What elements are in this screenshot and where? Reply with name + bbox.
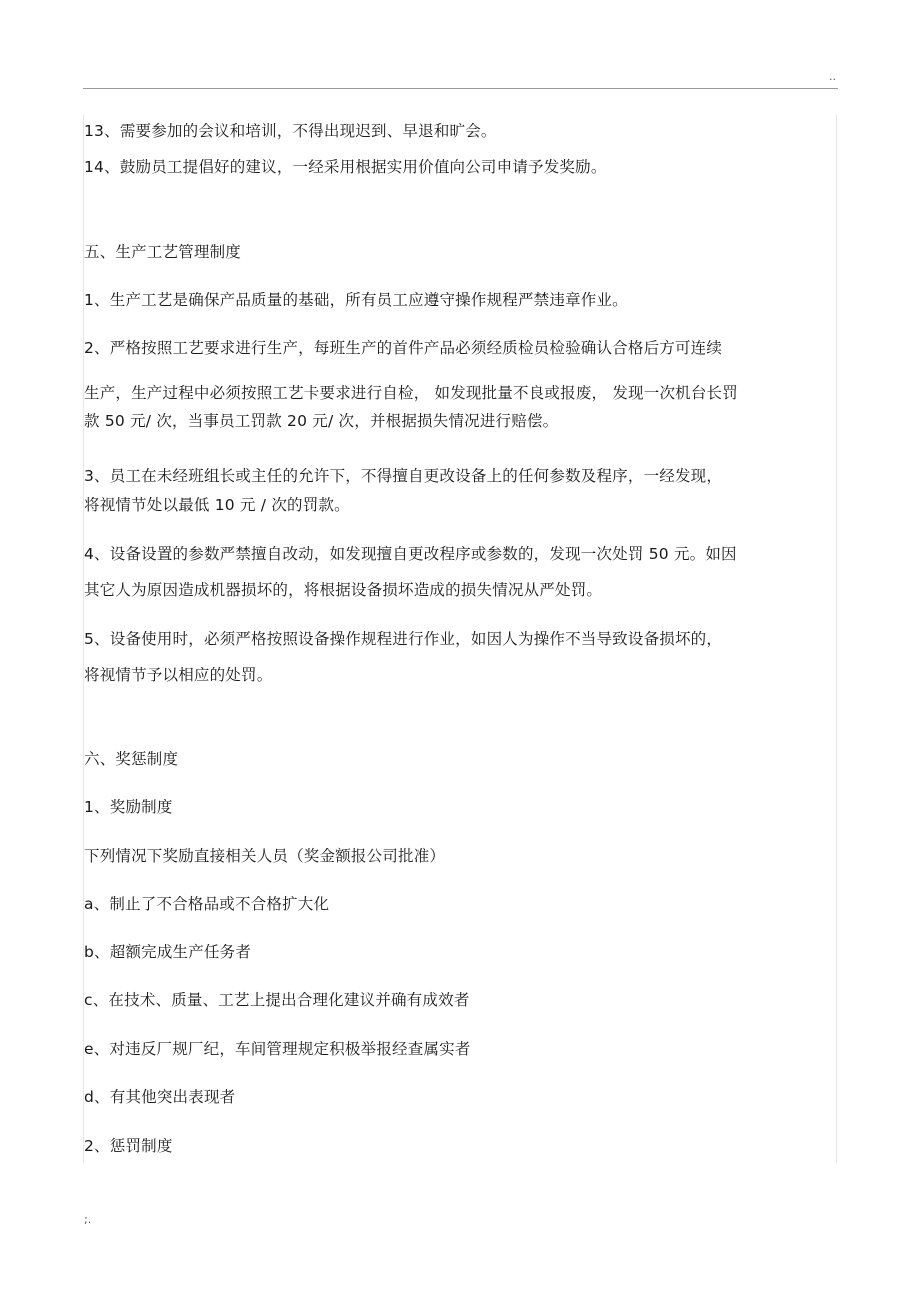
text-line: 13、需要参加的会议和培训，不得出现迟到、早退和旷会。 — [84, 122, 497, 140]
header-rule — [83, 88, 838, 89]
text-line: c、在技术、质量、工艺上提出合理化建议并确有成效者 — [84, 991, 470, 1009]
text-line: 2、惩罚制度 — [84, 1137, 173, 1155]
text-line: 生产，生产过程中必须按照工艺卡要求进行自检， 如发现批量不良或报废， 发现一次机台长罚 — [84, 384, 738, 402]
text-line: 其它人为原因造成机器损坏的，将根据设备损坏造成的损失情况从严处罚。 — [84, 581, 603, 599]
text-line: 下列情况下奖励直接相关人员（奖金额报公司批准） — [84, 847, 446, 865]
text-line: 1、生产工艺是确保产品质量的基础，所有员工应遵守操作规程严禁违章作业。 — [84, 291, 628, 309]
text-line: 4、设备设置的参数严禁擅自改动，如发现擅自更改程序或参数的，发现一次处罚 50 元。如因 — [84, 545, 737, 563]
text-line: a、制止了不合格品或不合格扩大化 — [84, 895, 330, 913]
header-mark: .. — [829, 70, 836, 83]
text-line: 将视情节处以最低 10 元 / 次的罚款。 — [84, 496, 350, 514]
text-line: 5、设备使用时，必须严格按照设备操作规程进行作业，如因人为操作不当导致设备损坏的， — [84, 630, 723, 648]
text-line: 1、奖励制度 — [84, 798, 173, 816]
text-line: 3、员工在未经班组长或主任的允许下，不得擅自更改设备上的任何参数及程序，一经发现， — [84, 467, 723, 485]
text-line: d、有其他突出表现者 — [84, 1088, 236, 1106]
text-line: 五、生产工艺管理制度 — [84, 243, 242, 261]
text-line: 六、奖惩制度 — [84, 750, 179, 768]
text-line: 14、鼓励员工提倡好的建议，一经采用根据实用价值向公司申请予发奖励。 — [84, 158, 607, 176]
text-line: 将视情节予以相应的处罚。 — [84, 666, 273, 684]
footer-mark: ;. — [84, 1213, 92, 1226]
text-line: e、对违反厂规厂纪，车间管理规定积极举报经查属实者 — [84, 1040, 471, 1058]
text-line: 款 50 元/ 次，当事员工罚款 20 元/ 次，并根据损失情况进行赔偿。 — [84, 412, 559, 430]
text-line: b、超额完成生产任务者 — [84, 943, 252, 961]
right-margin-line — [836, 115, 837, 1163]
text-line: 2、严格按照工艺要求进行生产，每班生产的首件产品必须经质检员检验确认合格后方可连续 — [84, 339, 723, 357]
